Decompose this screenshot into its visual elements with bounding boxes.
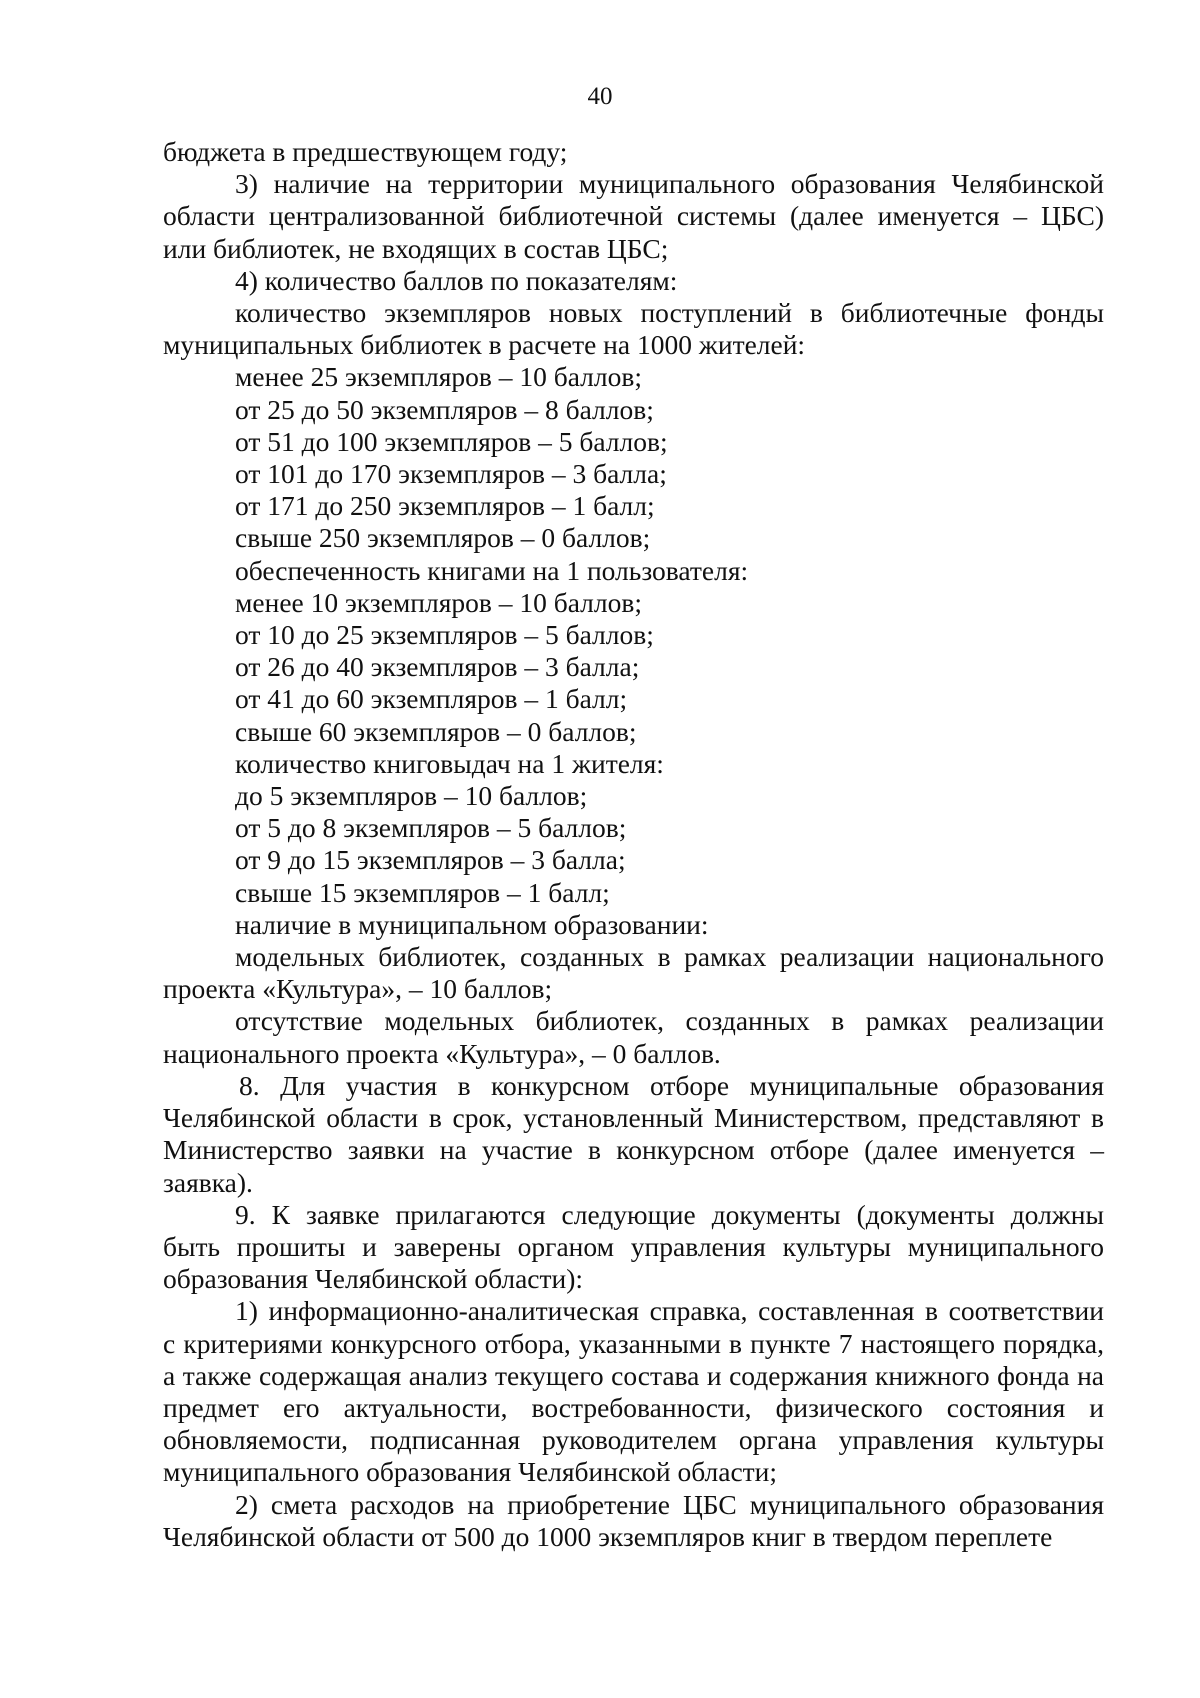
- list-item: от 101 до 170 экземпляров – 3 балла;: [235, 458, 667, 490]
- paragraph-clause-8: 8. Для участия в конкурсном отборе муниципальные образования Челябинской области в срок, установленный Министерством, представляют в Министерство заявки на участие в конкурсном отборе (далее именуется – заявка).: [163, 1069, 1104, 1198]
- paragraph-item-4-points: 4) количество баллов по показателям:: [235, 264, 678, 296]
- list-item: от 5 до 8 экземпляров – 5 баллов;: [235, 812, 627, 844]
- list-item: от 171 до 250 экземпляров – 1 балл;: [235, 490, 655, 522]
- paragraph-model-libraries: модельных библиотек, созданных в рамках реализации национального проекта «Культура», – 10 баллов;: [163, 941, 1104, 1005]
- paragraph-clause-9-item-2: 2) смета расходов на приобретение ЦБС муниципального образования Челябинской области от 500 до 1000 экземпляров книг в твердом переплете: [163, 1488, 1104, 1552]
- paragraph-books-per-user: обеспеченность книгами на 1 пользователя:: [235, 554, 749, 586]
- list-item: менее 10 экземпляров – 10 баллов;: [235, 586, 642, 618]
- list-item: от 9 до 15 экземпляров – 3 балла;: [235, 844, 626, 876]
- document-body: [163, 136, 1104, 1553]
- paragraph-item-3-cbs: 3) наличие на территории муниципального образования Челябинской области централизованной библиотечной системы (далее именуется – ЦБС) или библиотек, не входящих в состав ЦБС;: [163, 168, 1104, 264]
- list-item: до 5 экземпляров – 10 баллов;: [235, 780, 588, 812]
- list-item: менее 25 экземпляров – 10 баллов;: [235, 361, 642, 393]
- paragraph-clause-9: 9. К заявке прилагаются следующие документы (документы должны быть прошиты и заверены органом управления культуры муниципального образования Челябинской области):: [163, 1198, 1104, 1295]
- paragraph-no-model-libraries: отсутствие модельных библиотек, созданных в рамках реализации национального проекта «Культура», – 0 баллов.: [163, 1005, 1104, 1069]
- list-item: свыше 60 экземпляров – 0 баллов;: [235, 715, 637, 747]
- list-item: свыше 15 экземпляров – 1 балл;: [235, 876, 610, 908]
- paragraph-new-acquisitions: количество экземпляров новых поступлений в библиотечные фонды муниципальных библиотек в расчете на 1000 жителей:: [163, 297, 1104, 361]
- list-item: от 25 до 50 экземпляров – 8 баллов;: [235, 393, 654, 425]
- list-item: от 51 до 100 экземпляров – 5 баллов;: [235, 425, 668, 457]
- paragraph-clause-9-item-1: 1) информационно-аналитическая справка, составленная в соответствии с критериями конкурсного отбора, указанными в пункте 7 настоящего порядка, а также содержащая анализ текущего состава и содержания книжного фонда на предмет его актуальности, востребованности, физического состояния и обновляемости, подписанная руководителем органа управления культуры муниципального образования Челябинской области;: [163, 1295, 1104, 1488]
- paragraph-presence-in-municipality: наличие в муниципальном образовании:: [235, 908, 709, 940]
- list-item: от 26 до 40 экземпляров – 3 балла;: [235, 651, 640, 683]
- list-item: от 10 до 25 экземпляров – 5 баллов;: [235, 619, 654, 651]
- page-number: 40: [587, 83, 613, 110]
- list-item: от 41 до 60 экземпляров – 1 балл;: [235, 683, 628, 715]
- paragraph-budget-continuation: бюджета в предшествующем году;: [163, 136, 568, 167]
- paragraph-loans-per-resident: количество книговыдач на 1 жителя:: [235, 747, 664, 779]
- list-item: свыше 250 экземпляров – 0 баллов;: [235, 522, 651, 554]
